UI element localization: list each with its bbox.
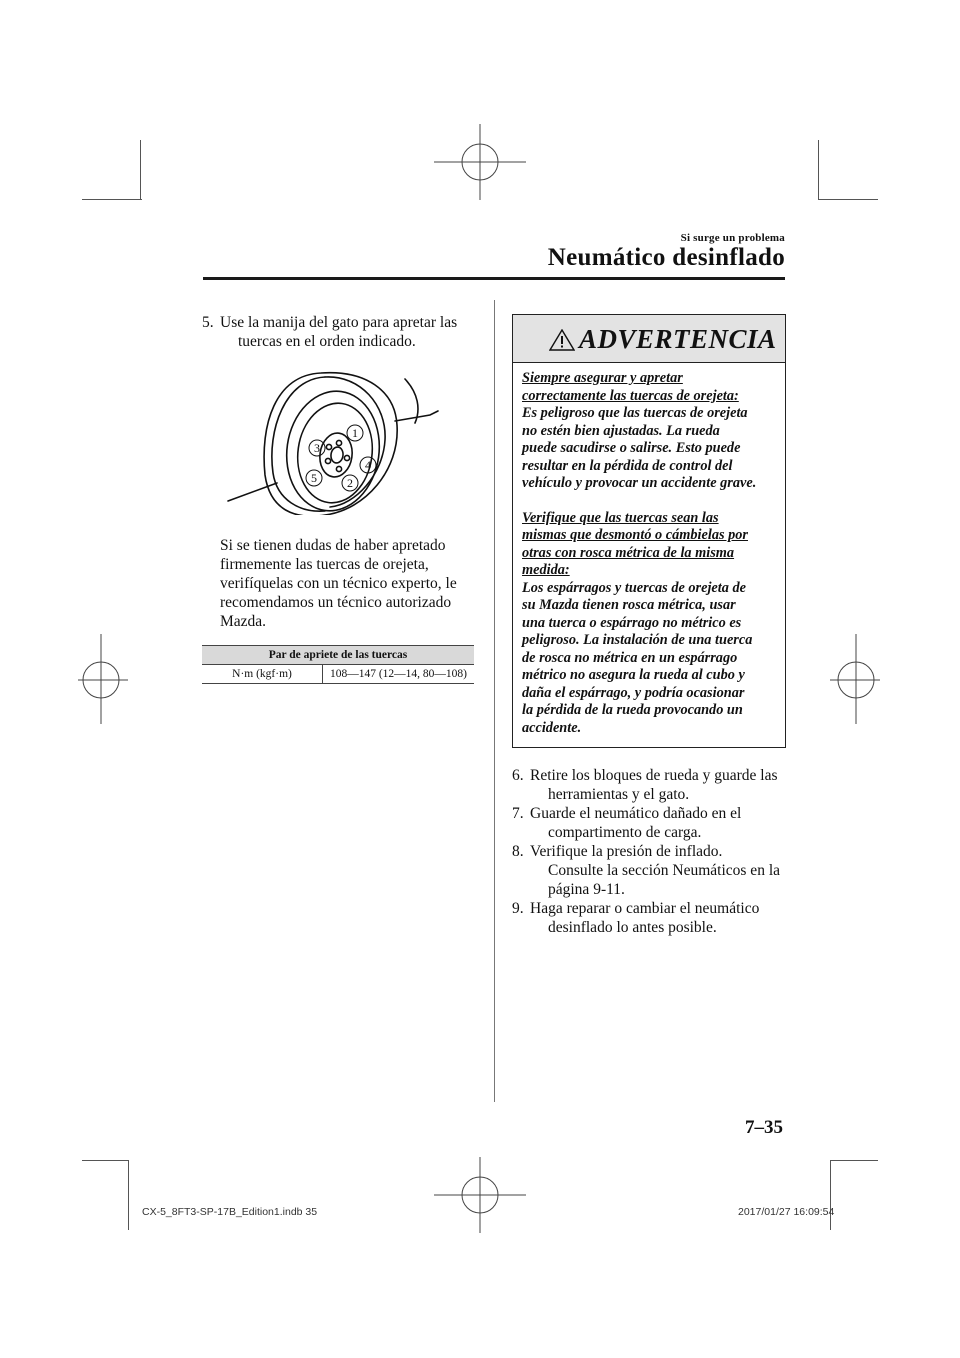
footer-timestamp: 2017/01/27 16:09:54 <box>738 1206 835 1218</box>
step-number: 6. <box>512 767 524 784</box>
warning-header <box>513 315 785 363</box>
torque-value-cell: 108—147 (12—14, 80—108) <box>323 665 475 684</box>
step-line: desinflado lo antes posible. <box>548 919 717 936</box>
step-number: 5. <box>202 314 214 331</box>
warning-text-line: no estén bien ajustadas. La rueda <box>522 422 720 439</box>
step-9 <box>512 899 802 937</box>
torque-unit-cell: N·m (kgf·m) <box>202 665 323 684</box>
warning-heading-line: Siempre asegurar y apretar <box>522 370 683 386</box>
warning-heading-line: correctamente las tuercas de orejeta: <box>522 387 739 404</box>
warning-body <box>522 370 784 737</box>
text-line: recomendamos un técnico autorizado <box>220 594 452 611</box>
step-7 <box>512 804 802 842</box>
warning-text-line: de rosca no métrica en un espárrago <box>522 649 738 666</box>
step-5 <box>202 313 492 351</box>
text-line: firmemente las tuercas de orejeta, <box>220 556 429 573</box>
step-line: Guarde el neumático dañado en el <box>530 805 742 822</box>
column-divider <box>494 300 495 1102</box>
step-line: tuercas en el orden indicado. <box>238 333 416 350</box>
page-number: 7–35 <box>745 1117 783 1138</box>
step-line: Consulte la sección Neumáticos en la <box>548 862 781 879</box>
text-line: verifíquelas con un técnico experto, le <box>220 575 457 592</box>
step-line: Retire los bloques de rueda y guarde las <box>530 767 778 784</box>
advice-paragraph <box>220 536 490 631</box>
step-line: Use la manija del gato para apretar las <box>220 314 458 331</box>
warning-heading-line: Verifique que las tuercas sean las <box>522 509 719 526</box>
section-label: Si surge un problema <box>680 232 785 244</box>
text-line: Si se tienen dudas de haber apretado <box>220 537 446 554</box>
step-line: Haga reparar o cambiar el neumático <box>530 900 760 917</box>
warning-title: ADVERTENCIA <box>579 324 777 354</box>
warning-text-line: su Mazda tienen rosca métrica, usar <box>522 597 736 613</box>
warning-text-line: Los espárragos y tuercas de orejeta de <box>522 579 746 596</box>
figure-label-2: 2 <box>347 476 353 490</box>
warning-text-line: la pérdida de la rueda provocando un <box>522 702 743 718</box>
step-6 <box>512 766 802 804</box>
step-8 <box>512 842 802 899</box>
warning-text-line: métrico no asegura la rueda al cubo y <box>522 667 745 683</box>
warning-box <box>512 314 786 748</box>
step-number: 8. <box>512 843 524 860</box>
figure-label-4: 4 <box>365 458 371 472</box>
warning-text-line: vehículo y provocar un accidente grave. <box>522 475 757 491</box>
header-rule <box>203 277 785 280</box>
step-line: página 9-11. <box>548 881 625 898</box>
warning-text-line: resultar en la pérdida de control del <box>522 457 733 474</box>
step-number: 9. <box>512 900 524 917</box>
text-line: Mazda. <box>220 613 267 630</box>
step-line: herramientas y el gato. <box>548 786 690 803</box>
warning-heading-line: mismas que desmontó o cámbielas por <box>522 527 748 543</box>
torque-table <box>202 645 474 684</box>
footer-file: CX-5_8FT3-SP-17B_Edition1.indb 35 <box>142 1206 318 1218</box>
warning-text-line: una tuerca o espárrago no métrico es <box>522 614 742 631</box>
page-title: Neumático desinflado <box>547 244 785 271</box>
step-line: Verifique la presión de inflado. <box>530 843 723 860</box>
warning-text-line: puede sacudirse o salirse. Esto puede <box>522 440 741 456</box>
figure-label-5: 5 <box>311 471 317 485</box>
warning-triangle-icon <box>549 329 575 351</box>
warning-text-line: daña el espárrago, y podría ocasionar <box>522 684 745 701</box>
warning-text-line: peligroso. La instalación de una tuerca <box>522 632 753 648</box>
warning-heading-line: otras con rosca métrica de la misma <box>522 544 735 561</box>
wheel-tightening-figure <box>225 365 455 515</box>
step-number: 7. <box>512 805 524 822</box>
figure-label-3: 3 <box>314 441 320 455</box>
torque-table-header: Par de apriete de las tuercas <box>202 646 474 665</box>
warning-heading-line: medida: <box>522 562 570 578</box>
figure-label-1: 1 <box>352 426 358 440</box>
warning-text-line: Es peligroso que las tuercas de orejeta <box>522 405 748 421</box>
warning-text-line: accidente. <box>522 719 582 736</box>
step-line: compartimento de carga. <box>548 824 702 841</box>
